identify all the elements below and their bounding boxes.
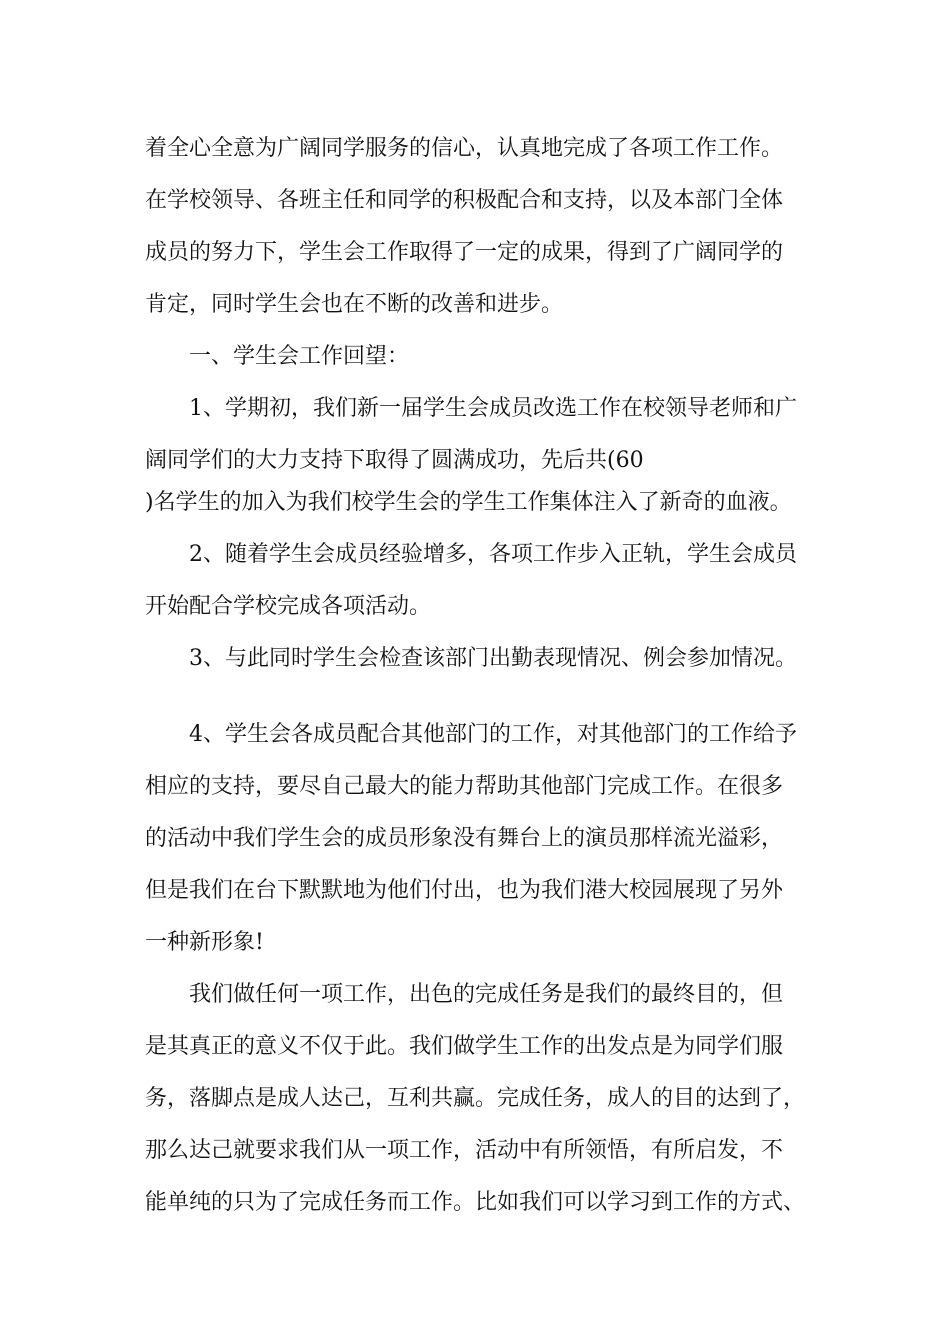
text-line: 我们做任何一项工作，出色的完成任务是我们的最终目的，但 — [189, 982, 784, 1007]
text-line: 成员的努力下，学生会工作取得了一定的成果，得到了广阔同学的 — [145, 240, 784, 265]
text-line: 阔同学们的大力支持下取得了圆满成功，先后共(60 — [145, 448, 644, 473]
text-line: 的活动中我们学生会的成员形象没有舞台上的演员那样流光溢彩， — [145, 826, 784, 851]
text-line: )名学生的加入为我们校学生会的学生工作集体注入了新奇的血液。 — [145, 490, 792, 515]
text-line: 1、学期初，我们新一届学生会成员改选工作在校领导老师和广 — [189, 396, 797, 421]
text-line: 相应的支持，要尽自己最大的能力帮助其他部门完成工作。在很多 — [145, 774, 784, 799]
text-line: 3、与此同时学生会检查该部门出勤表现情况、例会参加情况。 — [189, 646, 797, 671]
text-line: 肯定，同时学生会也在不断的改善和进步。 — [145, 292, 564, 317]
text-line: 4、学生会各成员配合其他部门的工作，对其他部门的工作给予 — [189, 722, 797, 747]
text-line: 2、随着学生会成员经验增多，各项工作步入正轨，学生会成员 — [189, 542, 797, 567]
text-line: 着全心全意为广阔同学服务的信心，认真地完成了各项工作工作。 — [145, 136, 784, 161]
text-line: 务，落脚点是成人达己，互利共赢。完成任务，成人的目的达到了， — [145, 1086, 806, 1111]
text-line: 能单纯的只为了完成任务而工作。比如我们可以学习到工作的方式、 — [145, 1190, 806, 1215]
text-line: 是其真正的意义不仅于此。我们做学生工作的出发点是为同学们服 — [145, 1034, 784, 1059]
text-line: 那么达己就要求我们从一项工作，活动中有所领悟，有所启发，不 — [145, 1138, 784, 1163]
text-line: 开始配合学校完成各项活动。 — [145, 594, 432, 619]
text-line: 在学校领导、各班主任和同学的积极配合和支持，以及本部门全体 — [145, 188, 784, 213]
text-line: 一种新形象! — [145, 930, 264, 955]
section-heading: 一、学生会工作回望： — [189, 344, 410, 369]
text-line: 但是我们在台下默默地为他们付出，也为我们港大校园展现了另外 — [145, 878, 784, 903]
